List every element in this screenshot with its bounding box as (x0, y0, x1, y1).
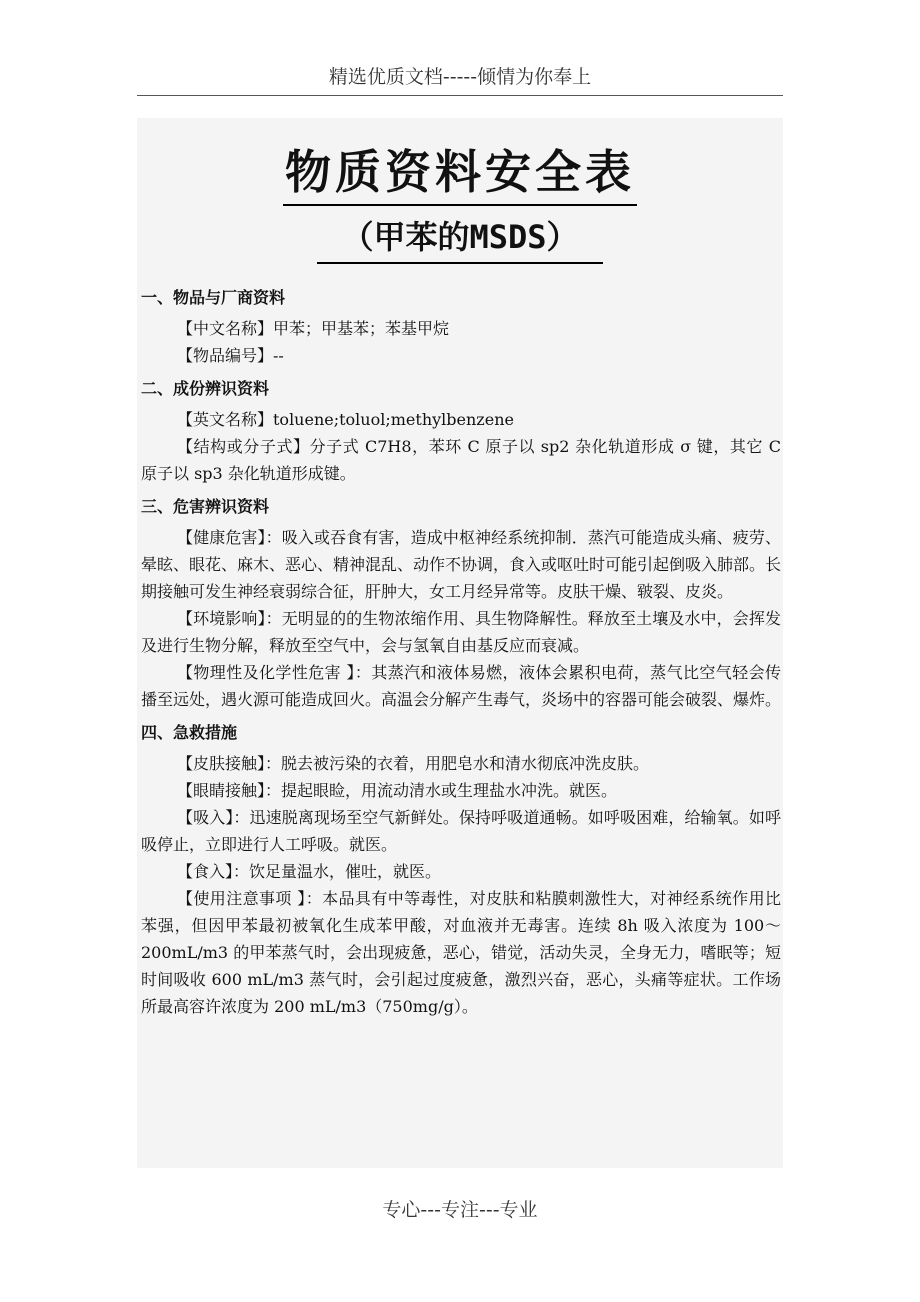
document-subtitle-wrap (137, 212, 783, 264)
paragraph: 【环境影响】：无明显的的生物浓缩作用、具生物降解性。释放至土壤及水中，会挥发及进行生物分解，释放至空气中，会与氢氧自由基反应而衰减。 (141, 609, 781, 655)
paragraph: 【物理性及化学性危害 】：其蒸汽和液体易燃，液体会累积电荷，蒸气比空气轻会传播至远处，遇火源可能造成回火。高温会分解产生毒气，炎场中的容器可能会破裂、爆炸。 (141, 663, 782, 709)
header-divider (137, 95, 783, 96)
page-footer: 专心---专注---专业 (382, 1199, 538, 1221)
document-text (141, 278, 781, 1020)
paragraph: 【吸入】：迅速脱离现场至空气新鲜处。保持呼吸道通畅。如呼吸困难，给输氧。如呼吸停止，立即进行人工呼吸。就医。 (141, 808, 781, 854)
paragraph: 【眼睛接触】：提起眼睑，用流动清水或生理盐水冲洗。就医。 (177, 781, 618, 800)
section-heading: 四、急救措施 (141, 723, 238, 742)
document-body (137, 118, 783, 1168)
document-subtitle: （甲苯的MSDS） (317, 212, 602, 264)
paragraph: 【英文名称】toluene;toluol;methylbenzene (177, 410, 514, 429)
section-heading: 二、成份辨识资料 (141, 379, 270, 398)
paragraph: 【使用注意事项 】：本品具有中等毒性，对皮肤和粘膜刺激性大，对神经系统作用比苯强，但因甲苯最初被氧化生成苯甲酸，对血液并无毒害。连续 8h 吸入浓度为 100～200mL/m3 的甲苯蒸气时，会出现疲惫，恶心，错觉，活动失灵，全身无力，嗜眠等；短时间吸收 600 mL/m3 蒸气时，会引起过度疲惫，激烈兴奋，恶心，头痛等症状。工作场所最高容许浓度为 200 mL/m3（750mg/g）。 (141, 889, 781, 1016)
section-heading: 一、物品与厂商资料 (141, 288, 286, 307)
document-title-wrap (137, 136, 783, 206)
paragraph: 【皮肤接触】：脱去被污染的衣着，用肥皂水和清水彻底冲洗皮肤。 (177, 754, 650, 773)
paragraph: 【中文名称】甲苯；甲基苯；苯基甲烷 (177, 319, 450, 338)
paragraph: 【结构或分子式】分子式 C7H8，苯环 C 原子以 sp2 杂化轨道形成 σ 键，其它 C 原子以 sp3 杂化轨道形成键。 (141, 437, 781, 483)
section-heading: 三、危害辨识资料 (141, 497, 270, 516)
paragraph: 【物品编号】-- (177, 346, 284, 365)
paragraph: 【健康危害】：吸入或吞食有害，造成中枢神经系统抑制．蒸汽可能造成头痛、疲劳、晕眩、眼花、麻木、恶心、精神混乱、动作不协调，食入或呕吐时可能引起倒吸入肺部。长期接触可发生神经衰弱综合征，肝肿大，女工月经异常等。皮肤干燥、皲裂、皮炎。 (141, 528, 782, 601)
document-title: 物质资料安全表 (283, 136, 637, 206)
paragraph: 【食入】：饮足量温水，催吐，就医。 (177, 862, 442, 881)
page-header: 精选优质文档-----倾情为你奉上 (328, 66, 592, 88)
